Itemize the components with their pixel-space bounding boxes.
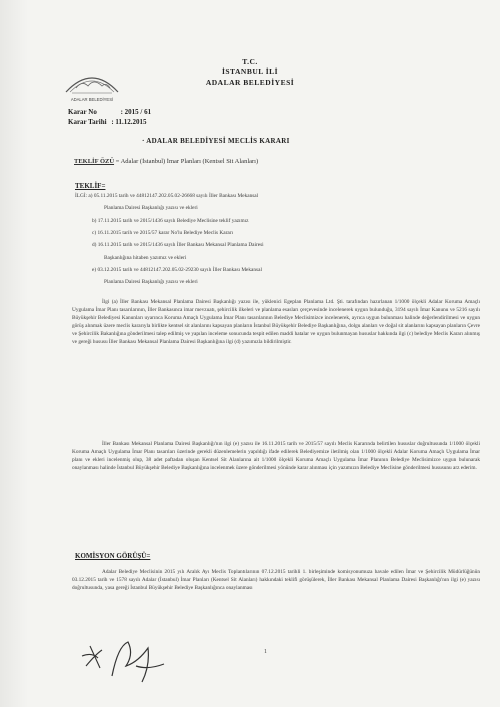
reference-item: d) 16.11.2015 tarih ve 2015/1436 sayılı İller Bankası Mekansal Planlama Dairesi <box>92 242 264 248</box>
proposal-heading: TEKLİF= <box>75 182 106 190</box>
reference-item: Başkanlığına hitaben yazımız ve ekleri <box>104 255 187 261</box>
decision-date-value: : 11.12.2015 <box>111 118 147 126</box>
header-line-province: İSTANBUL İLİ <box>221 67 279 76</box>
reference-item: e) 03.12.2015 tarih ve 44812147.202.05.02-29230 sayılı İller Bankası Mekansal <box>92 267 262 273</box>
commission-paragraph: Adalar Belediye Meclisinin 2015 yılı Aralık Ayı Meclis Toplantılarının 07.12.2015 tarihli 1. birleşiminde komisyonumuza havale edilen İmar ve Şehircilik Müdürlüğünün 03.12.2015 tarih ve 1578 sayılı Adalar (İstanbul) İmar Planları (Kentsel Sit Alanları) hakkındaki teklifi görüşülerek, İller Bankası Mekansal Planlama Dairesi Başkanlığı'nın ilgi (e) yazısı doğrultusunda, yasa gereği İstanbul Büyükşehir Belediye Başkanlığınca onaylanması <box>72 569 480 592</box>
page-number: 1 <box>264 649 267 655</box>
subject-line <box>74 158 258 165</box>
decision-number-label: Karar No <box>68 108 97 116</box>
municipality-seal <box>62 62 122 106</box>
subject-label: TEKLİF ÖZÜ <box>74 158 115 165</box>
header-line-municipality: ADALAR BELEDİYESİ <box>205 78 295 87</box>
decision-number-value: : 2015 / 61 <box>120 108 152 116</box>
proposal-paragraph: İller Bankası Mekansal Planlama Dairesi Başkanlığı'nın ilgi (e) yazısı ile 16.11.2015 tarih ve 2015/57 sayılı Meclis Kararında belirtilen hususlar doğrultusunda 1/1000 ölçekli Koruma Amaçlı Uygulama İmar Planı tasarıları üzerinde gerekli düzenlemelerin yapıldığı ifade edilerek Belediyemize iletilmiş olan 1/1000 ölçekli Adalar Koruma Amaçlı Uygulama İmar planı ve ekleri incelenmiş olup, 38 adet paftadan oluşan Kentsel Sit Alanlarına ait 1/1000 ölçekli Koruma Amaçlı Uygulama İmar Planının Belediye Meclisimizce uygun bulunarak onaylanması halinde İstanbul Büyükşehir Belediye Başkanlığına incelenmek üzere gönderilmesi yönünde karar alınması için yazımızın Belediye Meclisine gönderilmesi hususunu arz ederim. <box>72 441 480 472</box>
reference-item: c) 16.11.2015 tarih ve 2015/57 karar No'lu Belediye Meclis Kararı <box>92 230 233 236</box>
decision-date-label: Karar Tarihi <box>68 118 107 126</box>
proposal-paragraph: İlgi (a) İller Bankası Mekansal Planlama Dairesi Başkanlığı yazısı ile, yüklenici Egeplan Planlama Ltd. Şti. tarafından hazırlanan 1/1000 ölçekli Adalar Koruma Amaçlı Uygulama İmar Planı tasarılarının, İller Bankasınca imar mevzuatı, şehircilik ilkeleri ve planlama esasları çerçevesinde incelenerek uygun bulunduğu, 3194 sayılı İmar Kanunu ve 5216 sayılı Büyükşehir Belediyesi Kanunları uyarınca Koruma Amaçlı Uygulama İmar Planı tasarılarının Belediye Meclisimizce incelenerek, ayrıca uygun bulunması halinde değerlendirilmesi ve uygun görüş alınmak üzere meclis kararıyla birlikte kentsel sit alanlarını kapsayan planların İstanbul Büyükşehir Belediye Başkanlığına, dolgu alanları ve doğal sit alanlarını kapsayan planların Çevre ve Şehircilik Bakanlığına gönderilmesi talep edilmiş ve yapılan inceleme sonucunda tespit edilen maddi hatalar ve uygun bulunmayan hususlar hakkında ilgi (c) belediye Meclis Kararı alınmış ve gereği hususu İller Bankası Mekansal Planlama Dairesi Başkanlığına ilgi (d) yazımızla bildirilmiştir. <box>72 299 480 346</box>
seal-lettering: ADALAR BELEDİYESİ <box>70 97 114 102</box>
handwritten-signature <box>78 636 188 691</box>
decision-date-row <box>68 118 147 127</box>
reference-item: b) 17.11.2015 tarih ve 2015/1436 sayılı Belediye Meclisine teklif yazımız <box>92 218 249 224</box>
reference-item: İLGİ: a) 05.11.2015 tarih ve 44812147.202.05.02-26668 sayılı İller Bankası Mekansal <box>75 193 259 199</box>
reference-item: Planlama Dairesi Başkanlığı yazısı ve ekleri <box>104 279 198 285</box>
reference-item: Planlama Dairesi Başkanlığı yazısı ve ekleri <box>104 205 198 211</box>
subject-text: = Adalar (İstanbul) İmar Planları (Kentsel Sit Alanları) <box>115 158 259 165</box>
commission-heading: KOMİSYON GÖRÜŞÜ= <box>75 552 151 560</box>
decision-number-row <box>68 108 151 117</box>
scan-shadow <box>0 0 28 707</box>
document-title: · ADALAR BELEDİYESİ MECLİS KARARI <box>142 137 290 145</box>
header-line-tc: T.C. <box>242 57 258 66</box>
